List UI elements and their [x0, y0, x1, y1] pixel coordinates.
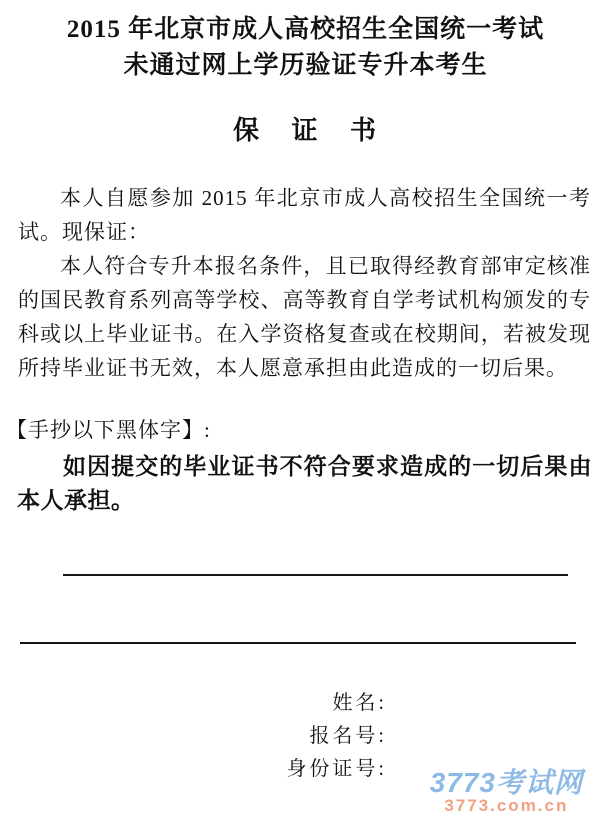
pledge-paragraph-1: 本人自愿参加 2015 年北京市成人高校招生全国统一考试。现保证： [18, 186, 591, 244]
registration-number-field-label: 报名号: [309, 725, 387, 747]
site-watermark [430, 768, 583, 815]
handwriting-line-1 [63, 574, 568, 576]
signature-fields [286, 687, 387, 786]
name-field-label: 姓名: [332, 692, 387, 714]
document-title [0, 12, 611, 84]
watermark-site-url: 3773.com.cn [444, 796, 569, 816]
document-heading: 保 证 书 [232, 116, 378, 145]
document-body [18, 181, 591, 385]
watermark-site-name: 3773考试网 [429, 766, 583, 798]
pledge-paragraph-2: 本人符合专升本报名条件，且已取得经教育部审定核准的国民教育系列高等学校、高等教育自学考试机构颁发的专科或以上毕业证书。在入学资格复查或在校期间，若被发现所持毕业证书无效，本人愿意承担由此造成的一切后果。 [18, 254, 591, 380]
handcopy-bold-text: 如因提交的毕业证书不符合要求造成的一切后果由本人承担。 [17, 453, 592, 513]
handcopy-instruction-label: 【手抄以下黑体字】: [6, 418, 211, 442]
handwriting-line-2 [20, 642, 576, 644]
title-line-1: 2015 年北京市成人高校招生全国统一考试 [66, 16, 545, 43]
title-line-2: 未通过网上学历验证专升本考生 [123, 52, 488, 79]
id-number-field-label: 身份证号: [286, 758, 387, 780]
